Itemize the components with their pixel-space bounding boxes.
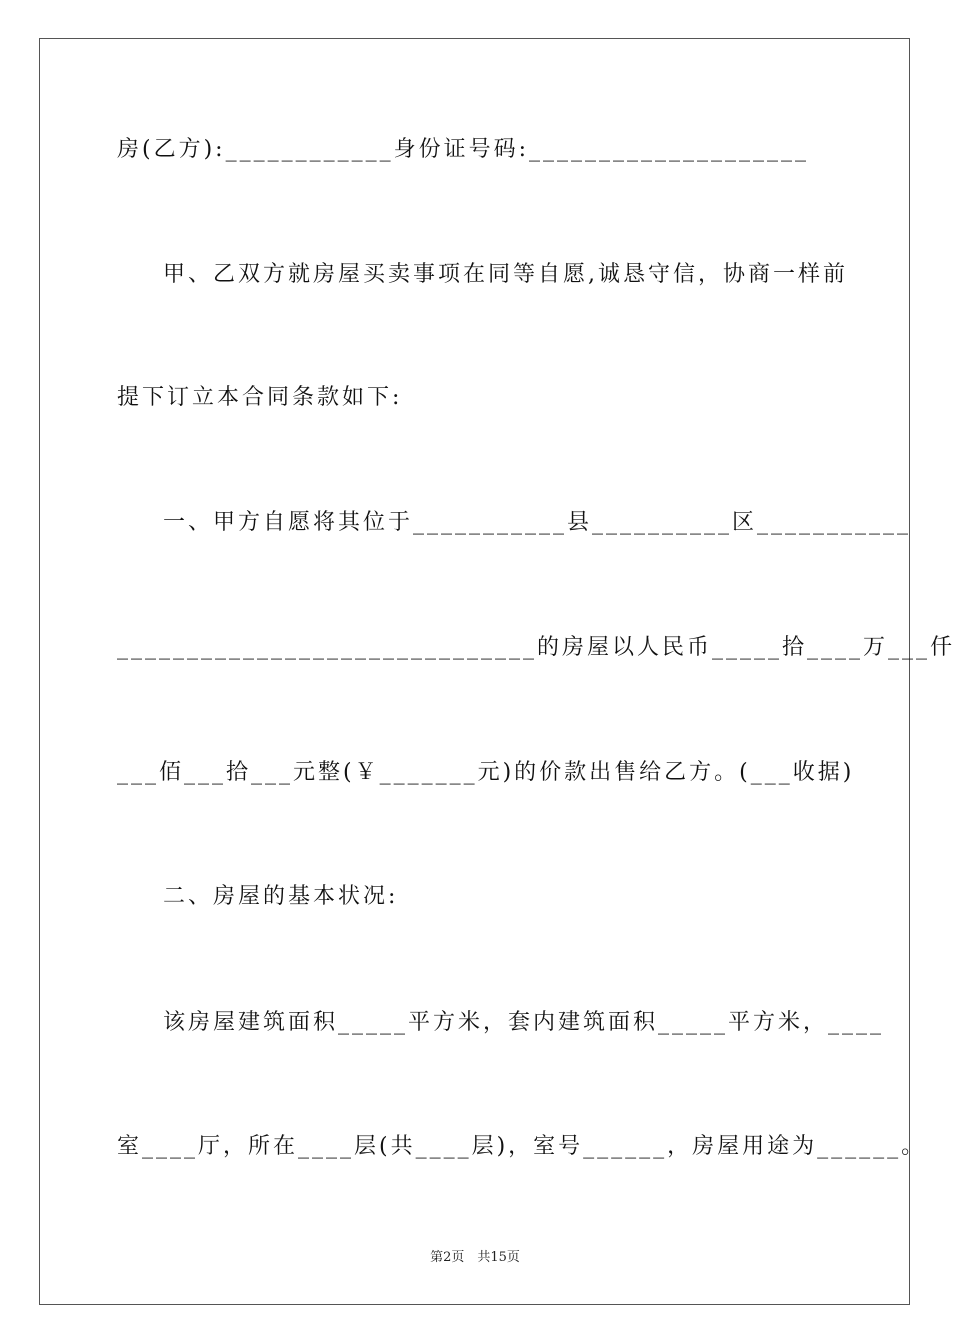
clause-2-heading: 二、房屋的基本状况: — [163, 884, 399, 909]
preamble-line-1: 甲、乙双方就房屋买卖事项在同等自愿,诚恳守信，协商一样前 — [163, 262, 848, 287]
clause-1-line-3: ___佰___拾___元整(￥_______元)的价款出售给乙方。(___收据) — [117, 760, 855, 785]
clause-1-line-1: 一、甲方自愿将其位于___________县__________区___________ — [163, 510, 912, 535]
clause-2-line-1: 该房屋建筑面积_____平方米，套内建筑面积_____平方米，____ — [163, 1010, 885, 1035]
clause-1-line-2: ______________________________的房屋以人民币_____拾____万___仟 — [117, 635, 955, 660]
page-number: 第2页 共15页 — [430, 1250, 520, 1265]
clause-2-line-2: 室____厅，所在____层(共____层)，室号______，房屋用途为______。 — [117, 1134, 927, 1159]
preamble-line-2: 提下订立本合同条款如下: — [117, 385, 403, 410]
buyer-line: 房(乙方):____________身份证号码:____________________ — [117, 137, 809, 162]
page-border — [39, 38, 955, 1305]
